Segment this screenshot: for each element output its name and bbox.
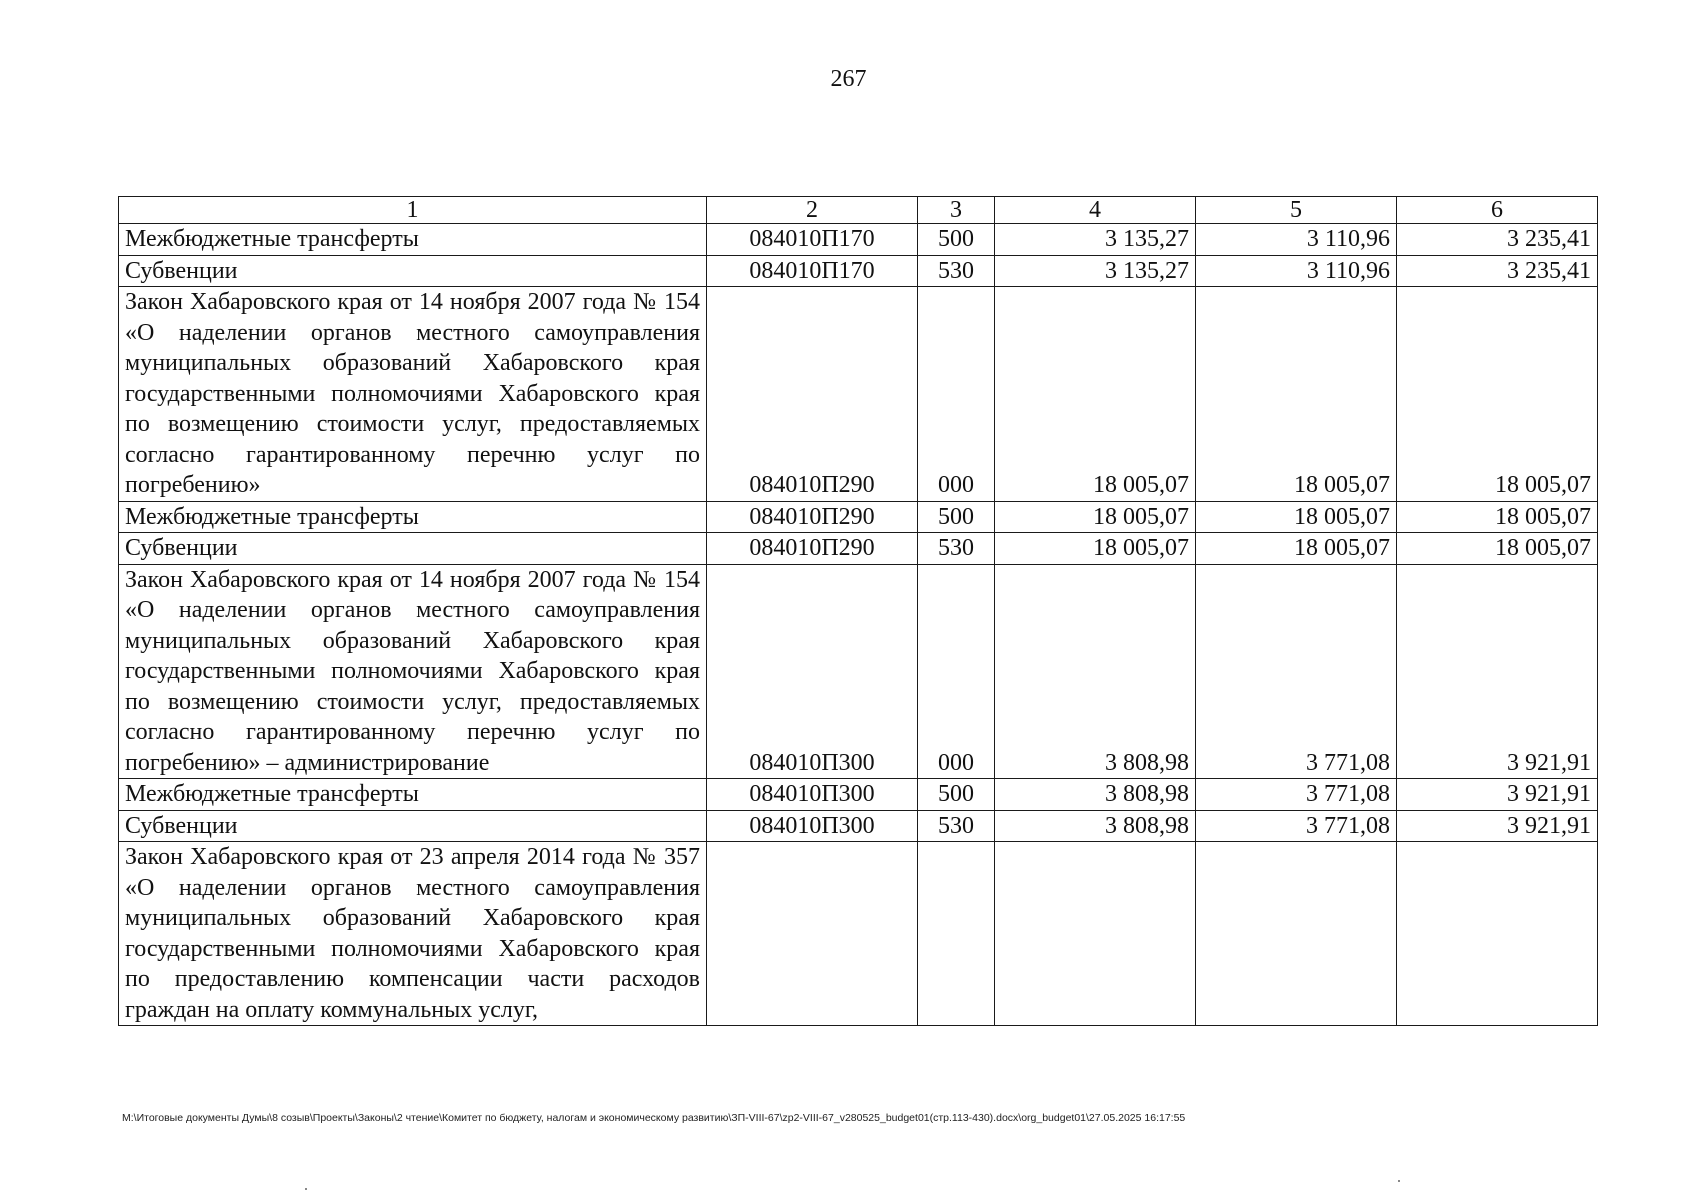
amount-col-6: 18 005,07	[1397, 287, 1598, 502]
row-name: Межбюджетные трансферты	[119, 779, 707, 811]
target-article-code: 084010П170	[707, 224, 918, 256]
amount-col-4	[995, 842, 1196, 1026]
table-row	[119, 842, 1598, 1026]
amount-col-4: 18 005,07	[995, 501, 1196, 533]
amount-col-5: 3 771,08	[1196, 779, 1397, 811]
amount-col-4: 3 135,27	[995, 224, 1196, 256]
expense-type-code: 500	[918, 779, 995, 811]
table-row	[119, 533, 1598, 565]
table-row	[119, 224, 1598, 256]
amount-col-5: 18 005,07	[1196, 533, 1397, 565]
expense-type-code	[918, 842, 995, 1026]
amount-col-4: 18 005,07	[995, 533, 1196, 565]
row-name: Закон Хабаровского края от 14 ноября 2007 года № 154 «О наделении органов местного самоуправления муниципальных образований Хабаровского края государственными полномочиями Хабаровского края по возмещению стоимости услуг, предоставляемых согласно гарантированному перечню услуг по погребению» – администрирование	[119, 564, 707, 779]
row-name: Субвенции	[119, 533, 707, 565]
expense-type-code: 530	[918, 810, 995, 842]
scan-speck	[305, 1188, 307, 1190]
table-row	[119, 255, 1598, 287]
target-article-code: 084010П300	[707, 779, 918, 811]
footer-file-path: М:\Итоговые документы Думы\8 созыв\Проекты\Законы\2 чтение\Комитет по бюджету, налогам и экономическому развитию\ЗП-VIII-67\zp2-VIII-67_v280525_budget01(стр.113-430).docx\org_budget01\27.05.2025 16:17:55	[122, 1112, 1186, 1124]
budget-table	[118, 196, 1598, 1026]
row-name: Межбюджетные трансферты	[119, 224, 707, 256]
amount-col-4: 18 005,07	[995, 287, 1196, 502]
amount-col-6: 18 005,07	[1397, 533, 1598, 565]
amount-col-5: 18 005,07	[1196, 501, 1397, 533]
table-row	[119, 564, 1598, 779]
column-header-2: 2	[707, 197, 918, 224]
amount-col-6: 3 921,91	[1397, 810, 1598, 842]
amount-col-5	[1196, 842, 1397, 1026]
expense-type-code: 500	[918, 501, 995, 533]
amount-col-6: 3 235,41	[1397, 255, 1598, 287]
column-header-5: 5	[1196, 197, 1397, 224]
expense-type-code: 500	[918, 224, 995, 256]
amount-col-6: 3 921,91	[1397, 564, 1598, 779]
amount-col-6: 3 235,41	[1397, 224, 1598, 256]
amount-col-5: 18 005,07	[1196, 287, 1397, 502]
amount-col-6: 18 005,07	[1397, 501, 1598, 533]
table-row	[119, 287, 1598, 502]
table-header-row	[119, 197, 1598, 224]
amount-col-5: 3 110,96	[1196, 255, 1397, 287]
target-article-code: 084010П170	[707, 255, 918, 287]
target-article-code: 084010П300	[707, 810, 918, 842]
row-name: Субвенции	[119, 255, 707, 287]
row-name: Субвенции	[119, 810, 707, 842]
target-article-code: 084010П290	[707, 287, 918, 502]
amount-col-4: 3 808,98	[995, 810, 1196, 842]
expense-type-code: 530	[918, 533, 995, 565]
row-name: Закон Хабаровского края от 14 ноября 2007 года № 154 «О наделении органов местного самоуправления муниципальных образований Хабаровского края государственными полномочиями Хабаровского края по возмещению стоимости услуг, предоставляемых согласно гарантированному перечню услуг по погребению»	[119, 287, 707, 502]
table-row	[119, 810, 1598, 842]
amount-col-4: 3 808,98	[995, 779, 1196, 811]
expense-type-code: 000	[918, 564, 995, 779]
target-article-code: 084010П290	[707, 501, 918, 533]
amount-col-5: 3 771,08	[1196, 564, 1397, 779]
amount-col-6	[1397, 842, 1598, 1026]
amount-col-4: 3 808,98	[995, 564, 1196, 779]
column-header-1: 1	[119, 197, 707, 224]
scan-speck	[1398, 1180, 1400, 1182]
column-header-3: 3	[918, 197, 995, 224]
column-header-4: 4	[995, 197, 1196, 224]
amount-col-5: 3 771,08	[1196, 810, 1397, 842]
amount-col-5: 3 110,96	[1196, 224, 1397, 256]
row-name: Межбюджетные трансферты	[119, 501, 707, 533]
expense-type-code: 000	[918, 287, 995, 502]
table-row	[119, 779, 1598, 811]
table-row	[119, 501, 1598, 533]
amount-col-6: 3 921,91	[1397, 779, 1598, 811]
target-article-code	[707, 842, 918, 1026]
page-number: 267	[830, 66, 867, 92]
target-article-code: 084010П290	[707, 533, 918, 565]
column-header-6: 6	[1397, 197, 1598, 224]
amount-col-4: 3 135,27	[995, 255, 1196, 287]
expense-type-code: 530	[918, 255, 995, 287]
target-article-code: 084010П300	[707, 564, 918, 779]
row-name: Закон Хабаровского края от 23 апреля 2014 года № 357 «О наделении органов местного самоуправления муниципальных образований Хабаровского края государственными полномочиями Хабаровского края по предоставлению компенсации части расходов граждан на оплату коммунальных услуг,	[119, 842, 707, 1026]
